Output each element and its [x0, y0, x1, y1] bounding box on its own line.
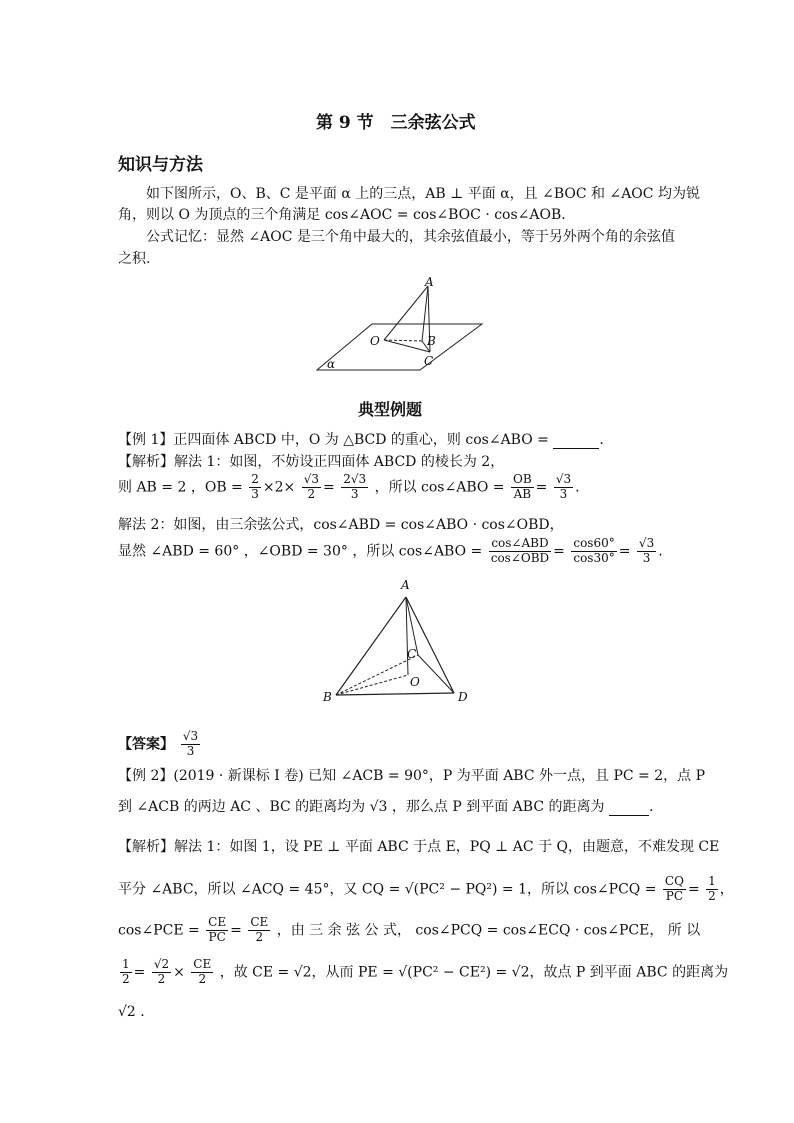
paragraph-1-line-2: 角，则以 O 为顶点的三个角满足 cos∠AOC = cos∠BOC · cos∠AOB. [118, 207, 566, 223]
answer-blank [553, 432, 599, 449]
solution-2-line-1: 【解析】解法 1：如图 1，设 PE ⊥ 平面 ABC 于点 E，PQ ⊥ AC 于 Q，由题意，不难发现 CE [118, 839, 720, 855]
example-2-question-line-1: 【例 2】(2019 · 新课标 Ⅰ 卷) 已知 ∠ACB = 90°，P 为平面 ABC 外一点，且 PC = 2，点 P [118, 768, 706, 784]
fraction-CE-2 [248, 916, 270, 945]
comma: ， [719, 881, 734, 898]
fraction-denominator: cos30° [573, 550, 615, 565]
fraction-numerator: OB [512, 472, 532, 486]
paragraph-1-line-1: 如下图所示，O、B、C 是平面 α 上的三点，AB ⊥ 平面 α，且 ∠BOC 和 ∠AOC 均为锐 [146, 186, 700, 202]
fraction-1-2 [706, 875, 718, 904]
fraction-denominator: 2 [122, 971, 130, 986]
solution-1-line-4-text: 显然 ∠ABD = 60° ，∠OBD = 30° ，所以 cos∠ABO = [118, 543, 483, 560]
fraction-numerator: √3 [303, 472, 320, 486]
fraction-denominator: 3 [186, 743, 195, 758]
solution-1-line-2-text: 则 AB = 2 ，OB = [118, 479, 243, 496]
fraction-denominator: AB [513, 486, 532, 501]
fig2-label-O: O [410, 675, 420, 689]
example-1-question [118, 429, 604, 449]
solution-1-line-2-mid: ，所以 cos∠ABO = [374, 479, 505, 496]
solution-2-line-4-text: ，故 CE = √2，从而 PE = √(PC² − CE²) = √2，故点 P 到平面 ABC 的距离为 [219, 964, 729, 981]
fig1-label-C: C [424, 354, 434, 368]
period: . [658, 543, 663, 560]
page-title: 第 9 节 三余弦公式 [316, 113, 476, 133]
fraction-OB-AB [511, 473, 534, 502]
fraction-2-3 [249, 473, 261, 502]
solution-2-line-2-text: 平分 ∠ABC，所以 ∠ACQ = 45°，又 CQ = √(PC² − PQ²) = 1，所以 cos∠PCQ = [118, 881, 657, 898]
fraction-denominator: 3 [642, 550, 651, 565]
fraction-denominator: PC [208, 929, 226, 944]
fraction-numerator: 2√3 [343, 472, 367, 486]
fig2-label-B: B [323, 690, 332, 704]
fraction-sqrt3-2 [302, 473, 321, 502]
fraction-sqrt3-3 [554, 473, 573, 502]
equals-sign: = [687, 881, 700, 898]
fraction-denominator: 2 [708, 888, 716, 903]
fraction-denominator: cos∠OBD [490, 550, 550, 565]
fraction-numerator: CQ [664, 874, 684, 888]
fraction-denominator: 2 [307, 486, 316, 501]
fraction-numerator: √3 [555, 472, 572, 486]
fraction-denominator: 3 [559, 486, 568, 501]
fraction-sqrt3-3 [637, 537, 656, 566]
fig1-label-O: O [370, 334, 380, 348]
period: . [575, 479, 580, 496]
fraction-sqrt2-2 [152, 958, 171, 987]
fraction-CE-2 [191, 958, 213, 987]
fraction-numerator: √3 [638, 536, 655, 550]
fraction-1-2 [120, 958, 132, 987]
solution-2-line-5: √2 . [118, 1004, 145, 1020]
fraction-numerator: 1 [122, 957, 130, 971]
solution-2-line-3 [118, 916, 700, 945]
answer-fraction [181, 730, 200, 759]
solution-1-line-3: 解法 2：如图，由三余弦公式，cos∠ABD = cos∠ABO · cos∠OBD， [118, 517, 564, 533]
fraction-numerator: cos60° [573, 536, 615, 550]
fig1-label-alpha: α [327, 357, 336, 371]
solution-1-line-1: 【解析】解法 1：如图，不妨设正四面体 ABCD 的棱长为 2， [118, 454, 505, 470]
solution-2-line-2 [118, 875, 734, 904]
paragraph-2-line-1: 公式记忆：显然 ∠AOC 是三个角中最大的，其余弦值最小，等于另外两个角的余弦值 [146, 229, 675, 245]
fig2-label-A: A [401, 578, 410, 592]
figure-tetrahedron [318, 575, 474, 707]
times-sign: × [283, 479, 296, 496]
example-1-question-text: 【例 1】正四面体 ABCD 中，O 为 △BCD 的重心，则 cos∠ABO = [118, 432, 549, 448]
fraction-cosABD-cosOBD [489, 537, 551, 566]
example-1-question-end: . [599, 432, 604, 448]
figure-plane-alpha [312, 272, 484, 377]
fraction-numerator: √3 [182, 729, 199, 743]
factor-2: 2 [274, 479, 284, 496]
fraction-cos60-cos30 [571, 537, 616, 566]
solution-2-line-3-text: cos∠PCE = [118, 922, 200, 939]
fraction-denominator: 2 [198, 971, 207, 986]
solution-1-line-4 [118, 537, 663, 566]
fraction-numerator: cos∠ABD [489, 537, 551, 552]
fig2-label-D: D [458, 690, 468, 704]
fraction-denominator: PC [665, 888, 684, 903]
section-heading-examples: 典型例题 [358, 400, 423, 419]
example-2-question-line-2-text: 到 ∠ACB 的两边 AC 、BC 的距离均为 √3 ，那么点 P 到平面 ABC 的距离为 [118, 799, 605, 815]
fraction-denominator: 3 [251, 486, 259, 501]
answer-blank [609, 799, 649, 816]
equals-sign: = [323, 479, 335, 496]
equals-sign: = [535, 479, 548, 496]
solution-2-line-3-rest: ，由 三 余 弦 公 式， cos∠PCQ = cos∠ECQ · cos∠PCE， 所 以 [276, 922, 701, 939]
fraction-numerator: 1 [708, 874, 716, 888]
equals-sign: = [618, 543, 631, 560]
times-sign: × [173, 964, 185, 981]
fraction-numerator: √2 [153, 957, 170, 971]
times-sign: × [262, 479, 275, 496]
fraction-numerator: 2 [251, 472, 259, 486]
section-heading-knowledge: 知识与方法 [118, 155, 203, 175]
fraction-denominator: 2 [157, 971, 166, 986]
fraction-2sqrt3-3 [341, 473, 368, 502]
fraction-numerator: CE [208, 915, 227, 929]
fig1-label-B: B [427, 334, 436, 348]
fraction-numerator: CE [193, 957, 212, 971]
fraction-CQ-PC [663, 875, 686, 904]
fraction-numerator: CE [250, 915, 269, 929]
fraction-CE-PC [206, 916, 228, 945]
equals-sign: = [133, 964, 146, 981]
equals-sign: = [553, 543, 565, 560]
paragraph-2-line-2: 之积. [118, 251, 151, 267]
equals-sign: = [230, 922, 242, 939]
fraction-denominator: 2 [255, 929, 264, 944]
example-2-question-line-2 [118, 796, 653, 816]
solution-1-line-2 [118, 473, 580, 502]
fig1-label-A: A [425, 275, 434, 289]
answer-line [118, 730, 202, 759]
fraction-denominator: 3 [350, 486, 359, 501]
solution-2-line-4 [118, 958, 728, 987]
fig2-label-C: C [407, 647, 417, 661]
answer-label: 【答案】 [118, 736, 174, 753]
question-end: . [648, 799, 654, 815]
